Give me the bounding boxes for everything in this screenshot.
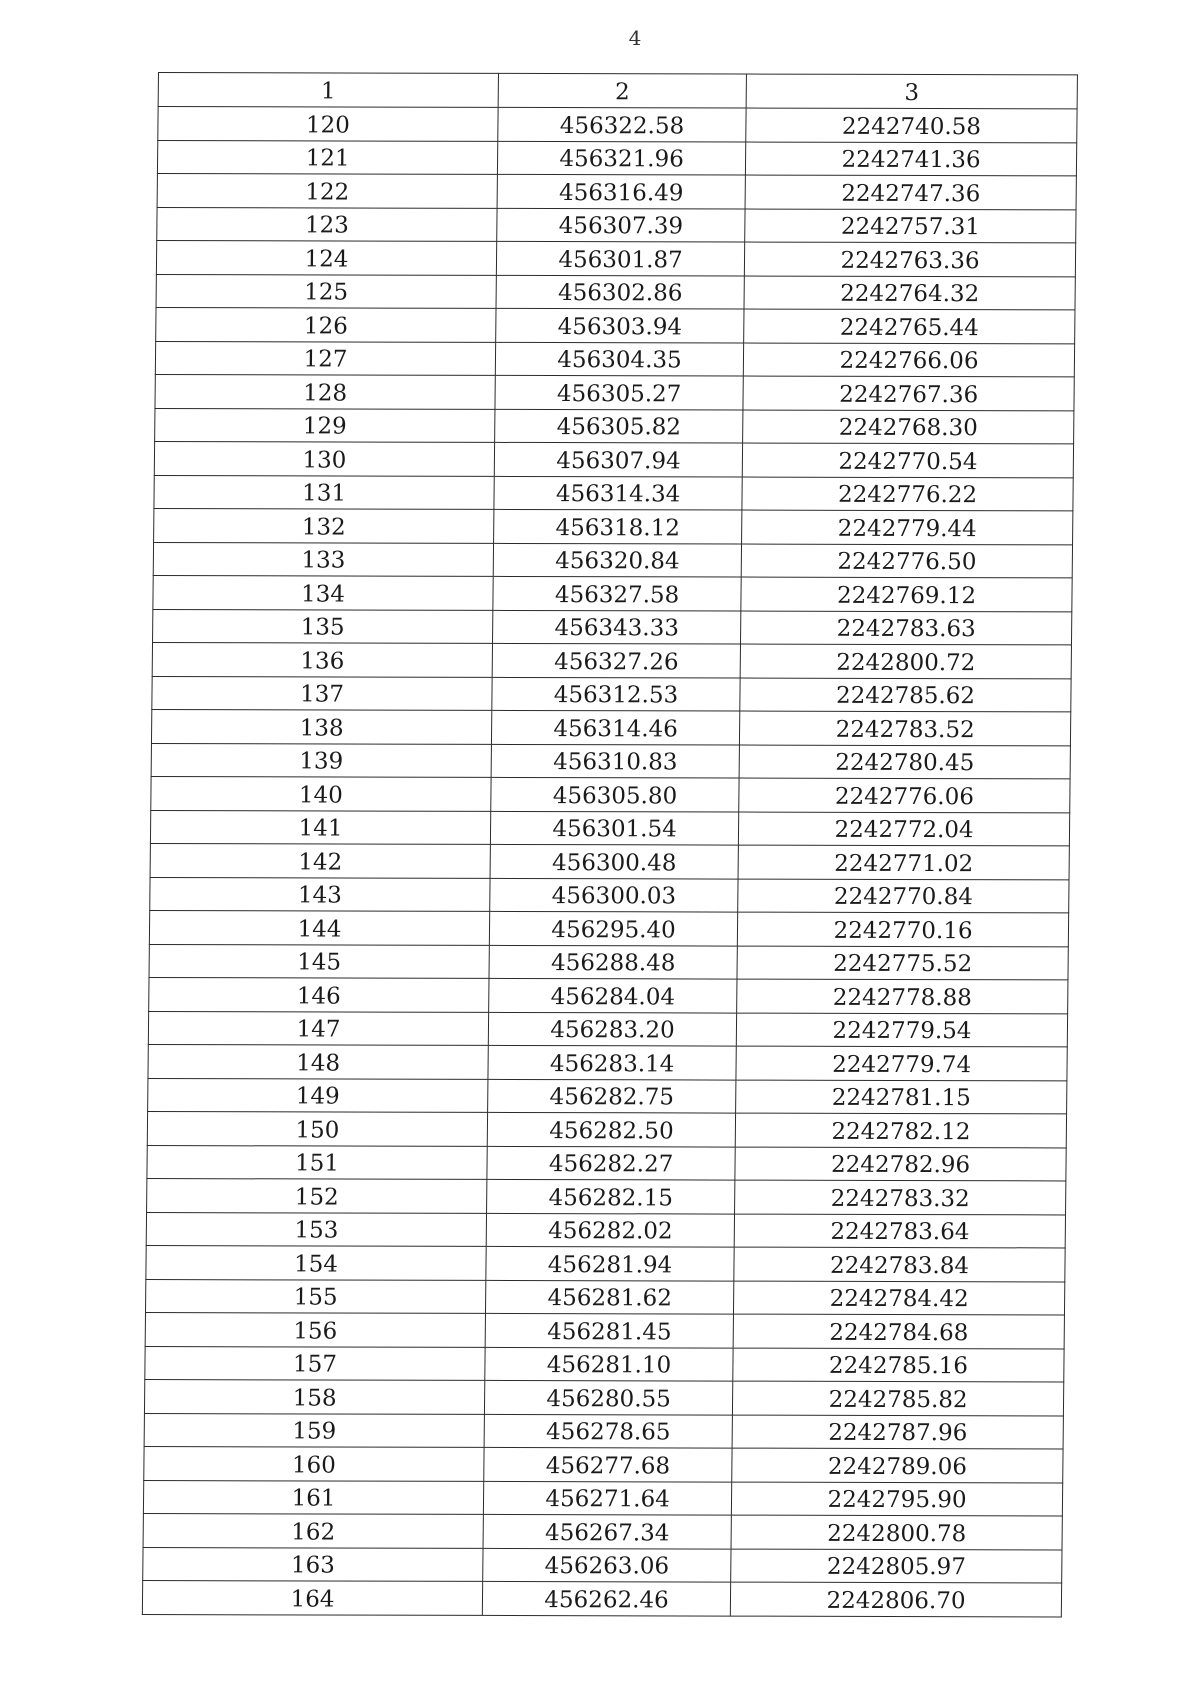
x-coordinate-cell: 456282.02 [486, 1213, 734, 1247]
x-coordinate-cell: 456282.75 [488, 1079, 736, 1113]
y-coordinate-cell: 2242806.70 [730, 1582, 1061, 1616]
table-row [153, 542, 1072, 578]
table-row [157, 174, 1076, 210]
table-row [157, 140, 1076, 176]
y-coordinate-cell: 2242783.64 [734, 1214, 1065, 1248]
point-number-cell: 155 [146, 1279, 486, 1313]
y-coordinate-cell: 2242775.52 [737, 946, 1068, 980]
point-number-cell: 148 [148, 1045, 488, 1079]
x-coordinate-cell: 456304.35 [495, 342, 743, 376]
point-number-cell: 133 [153, 542, 493, 576]
table-row [144, 1413, 1063, 1449]
table-row [145, 1346, 1064, 1382]
table-row [147, 1145, 1066, 1181]
y-coordinate-cell: 2242776.50 [741, 544, 1072, 578]
y-coordinate-cell: 2242778.88 [737, 979, 1068, 1013]
point-number-cell: 132 [154, 509, 494, 543]
x-coordinate-cell: 456283.20 [488, 1012, 736, 1046]
y-coordinate-cell: 2242771.02 [738, 845, 1069, 879]
y-coordinate-cell: 2242785.62 [740, 678, 1071, 712]
y-coordinate-cell: 2242740.58 [746, 108, 1077, 142]
x-coordinate-cell: 456305.80 [491, 777, 739, 811]
table-row [155, 341, 1074, 377]
table-row [151, 743, 1070, 779]
y-coordinate-cell: 2242781.15 [736, 1080, 1067, 1114]
y-coordinate-cell: 2242782.12 [735, 1113, 1066, 1147]
y-coordinate-cell: 2242770.54 [742, 443, 1073, 477]
point-number-cell: 154 [146, 1246, 486, 1280]
point-number-cell: 161 [143, 1480, 483, 1514]
table-row [144, 1380, 1063, 1416]
table-row [155, 408, 1074, 444]
coordinates-table-container [142, 72, 1078, 1617]
table-row [154, 442, 1073, 478]
x-coordinate-cell: 456322.58 [498, 107, 746, 141]
table-header-row [158, 73, 1077, 109]
table-row [152, 643, 1071, 679]
point-number-cell: 142 [150, 844, 490, 878]
table-row [154, 475, 1073, 511]
table-row [145, 1313, 1064, 1349]
table-row [150, 810, 1069, 846]
point-number-cell: 162 [143, 1514, 483, 1548]
y-coordinate-cell: 2242776.22 [742, 477, 1073, 511]
y-coordinate-cell: 2242787.96 [732, 1415, 1063, 1449]
table-row [148, 1045, 1067, 1081]
point-number-cell: 157 [145, 1346, 485, 1380]
x-coordinate-cell: 456305.82 [495, 409, 743, 443]
table-row [151, 710, 1070, 746]
table-row [147, 1112, 1066, 1148]
y-coordinate-cell: 2242779.74 [736, 1046, 1067, 1080]
table-row [149, 978, 1068, 1014]
table-row [156, 308, 1075, 344]
x-coordinate-cell: 456281.62 [486, 1280, 734, 1314]
table-row [143, 1514, 1062, 1550]
x-coordinate-cell: 456312.53 [492, 677, 740, 711]
x-coordinate-cell: 456320.84 [493, 543, 741, 577]
y-coordinate-cell: 2242764.32 [744, 276, 1075, 310]
y-coordinate-cell: 2242800.72 [740, 644, 1071, 678]
x-coordinate-cell: 456321.96 [497, 141, 745, 175]
y-coordinate-cell: 2242789.06 [732, 1448, 1063, 1482]
page-number: 4 [628, 26, 642, 50]
x-coordinate-cell: 456314.46 [491, 710, 739, 744]
point-number-cell: 138 [151, 710, 491, 744]
y-coordinate-cell: 2242795.90 [732, 1482, 1063, 1516]
y-coordinate-cell: 2242783.32 [735, 1180, 1066, 1214]
y-coordinate-cell: 2242772.04 [739, 812, 1070, 846]
column-header-1: 1 [158, 73, 498, 108]
point-number-cell: 158 [144, 1380, 484, 1414]
table-row [155, 375, 1074, 411]
point-number-cell: 160 [144, 1447, 484, 1481]
point-number-cell: 159 [144, 1413, 484, 1447]
x-coordinate-cell: 456316.49 [497, 174, 745, 208]
x-coordinate-cell: 456327.58 [493, 576, 741, 610]
y-coordinate-cell: 2242783.84 [734, 1247, 1065, 1281]
y-coordinate-cell: 2242800.78 [731, 1515, 1062, 1549]
y-coordinate-cell: 2242769.12 [741, 577, 1072, 611]
x-coordinate-cell: 456282.15 [487, 1179, 735, 1213]
x-coordinate-cell: 456267.34 [483, 1514, 731, 1548]
table-row [150, 844, 1069, 880]
table-row [157, 207, 1076, 243]
x-coordinate-cell: 456318.12 [494, 509, 742, 543]
table-row [148, 1078, 1067, 1114]
x-coordinate-cell: 456281.94 [486, 1246, 734, 1280]
y-coordinate-cell: 2242780.45 [739, 745, 1070, 779]
x-coordinate-cell: 456282.50 [487, 1112, 735, 1146]
table-row [154, 509, 1073, 545]
y-coordinate-cell: 2242767.36 [743, 376, 1074, 410]
point-number-cell: 134 [153, 576, 493, 610]
point-number-cell: 139 [151, 743, 491, 777]
point-number-cell: 146 [149, 978, 489, 1012]
table-row [151, 777, 1070, 813]
x-coordinate-cell: 456281.10 [485, 1347, 733, 1381]
point-number-cell: 126 [156, 308, 496, 342]
coordinates-table [142, 72, 1078, 1617]
x-coordinate-cell: 456301.87 [496, 241, 744, 275]
y-coordinate-cell: 2242765.44 [744, 309, 1075, 343]
table-row [153, 576, 1072, 612]
y-coordinate-cell: 2242782.96 [735, 1147, 1066, 1181]
x-coordinate-cell: 456283.14 [488, 1045, 736, 1079]
x-coordinate-cell: 456300.03 [490, 878, 738, 912]
x-coordinate-cell: 456310.83 [491, 744, 739, 778]
y-coordinate-cell: 2242776.06 [739, 778, 1070, 812]
point-number-cell: 149 [148, 1078, 488, 1112]
x-coordinate-cell: 456300.48 [490, 844, 738, 878]
y-coordinate-cell: 2242785.82 [733, 1381, 1064, 1415]
table-row [158, 107, 1077, 143]
x-coordinate-cell: 456301.54 [490, 811, 738, 845]
x-coordinate-cell: 456307.39 [497, 208, 745, 242]
column-header-3: 3 [746, 74, 1077, 109]
table-row [156, 274, 1075, 310]
point-number-cell: 163 [143, 1547, 483, 1581]
table-row [149, 911, 1068, 947]
table-row [146, 1212, 1065, 1248]
y-coordinate-cell: 2242763.36 [744, 242, 1075, 276]
x-coordinate-cell: 456305.27 [495, 375, 743, 409]
point-number-cell: 164 [142, 1581, 482, 1615]
point-number-cell: 136 [152, 643, 492, 677]
x-coordinate-cell: 456280.55 [484, 1380, 732, 1414]
point-number-cell: 128 [155, 375, 495, 409]
x-coordinate-cell: 456314.34 [494, 476, 742, 510]
point-number-cell: 153 [146, 1212, 486, 1246]
point-number-cell: 124 [156, 241, 496, 275]
table-row [148, 1011, 1067, 1047]
y-coordinate-cell: 2242770.16 [737, 912, 1068, 946]
x-coordinate-cell: 456307.94 [494, 442, 742, 476]
table-row [146, 1279, 1065, 1315]
y-coordinate-cell: 2242783.52 [740, 711, 1071, 745]
table-row [147, 1179, 1066, 1215]
y-coordinate-cell: 2242747.36 [745, 175, 1076, 209]
point-number-cell: 125 [156, 274, 496, 308]
table-row [149, 944, 1068, 980]
point-number-cell: 147 [148, 1011, 488, 1045]
table-row [143, 1547, 1062, 1583]
point-number-cell: 143 [150, 877, 490, 911]
y-coordinate-cell: 2242784.42 [734, 1281, 1065, 1315]
point-number-cell: 131 [154, 475, 494, 509]
point-number-cell: 140 [151, 777, 491, 811]
y-coordinate-cell: 2242768.30 [743, 410, 1074, 444]
y-coordinate-cell: 2242741.36 [746, 142, 1077, 176]
point-number-cell: 141 [150, 810, 490, 844]
table-row [150, 877, 1069, 913]
point-number-cell: 127 [155, 341, 495, 375]
y-coordinate-cell: 2242779.54 [736, 1013, 1067, 1047]
y-coordinate-cell: 2242779.44 [742, 510, 1073, 544]
point-number-cell: 137 [152, 676, 492, 710]
x-coordinate-cell: 456277.68 [484, 1447, 732, 1481]
point-number-cell: 120 [158, 107, 498, 141]
point-number-cell: 122 [157, 174, 497, 208]
column-header-2: 2 [498, 73, 746, 108]
point-number-cell: 121 [157, 140, 497, 174]
table-row [144, 1447, 1063, 1483]
x-coordinate-cell: 456327.26 [492, 643, 740, 677]
x-coordinate-cell: 456303.94 [496, 308, 744, 342]
table-row [146, 1246, 1065, 1282]
x-coordinate-cell: 456262.46 [482, 1581, 730, 1615]
y-coordinate-cell: 2242783.63 [741, 611, 1072, 645]
point-number-cell: 135 [153, 609, 493, 643]
x-coordinate-cell: 456288.48 [489, 945, 737, 979]
point-number-cell: 130 [154, 442, 494, 476]
x-coordinate-cell: 456284.04 [489, 978, 737, 1012]
y-coordinate-cell: 2242784.68 [733, 1314, 1064, 1348]
x-coordinate-cell: 456282.27 [487, 1146, 735, 1180]
table-row [152, 676, 1071, 712]
point-number-cell: 145 [149, 944, 489, 978]
y-coordinate-cell: 2242770.84 [738, 879, 1069, 913]
y-coordinate-cell: 2242805.97 [731, 1549, 1062, 1583]
point-number-cell: 151 [147, 1145, 487, 1179]
point-number-cell: 156 [145, 1313, 485, 1347]
x-coordinate-cell: 456343.33 [493, 610, 741, 644]
x-coordinate-cell: 456295.40 [489, 911, 737, 945]
x-coordinate-cell: 456271.64 [483, 1481, 731, 1515]
x-coordinate-cell: 456263.06 [483, 1548, 731, 1582]
point-number-cell: 144 [149, 911, 489, 945]
point-number-cell: 129 [155, 408, 495, 442]
table-row [143, 1480, 1062, 1516]
point-number-cell: 150 [147, 1112, 487, 1146]
table-row [142, 1581, 1061, 1617]
point-number-cell: 123 [157, 207, 497, 241]
table-body [142, 107, 1077, 1617]
x-coordinate-cell: 456278.65 [484, 1414, 732, 1448]
table-row [153, 609, 1072, 645]
y-coordinate-cell: 2242785.16 [733, 1348, 1064, 1382]
y-coordinate-cell: 2242766.06 [743, 343, 1074, 377]
table-row [156, 241, 1075, 277]
point-number-cell: 152 [147, 1179, 487, 1213]
x-coordinate-cell: 456281.45 [485, 1313, 733, 1347]
y-coordinate-cell: 2242757.31 [745, 209, 1076, 243]
x-coordinate-cell: 456302.86 [496, 275, 744, 309]
